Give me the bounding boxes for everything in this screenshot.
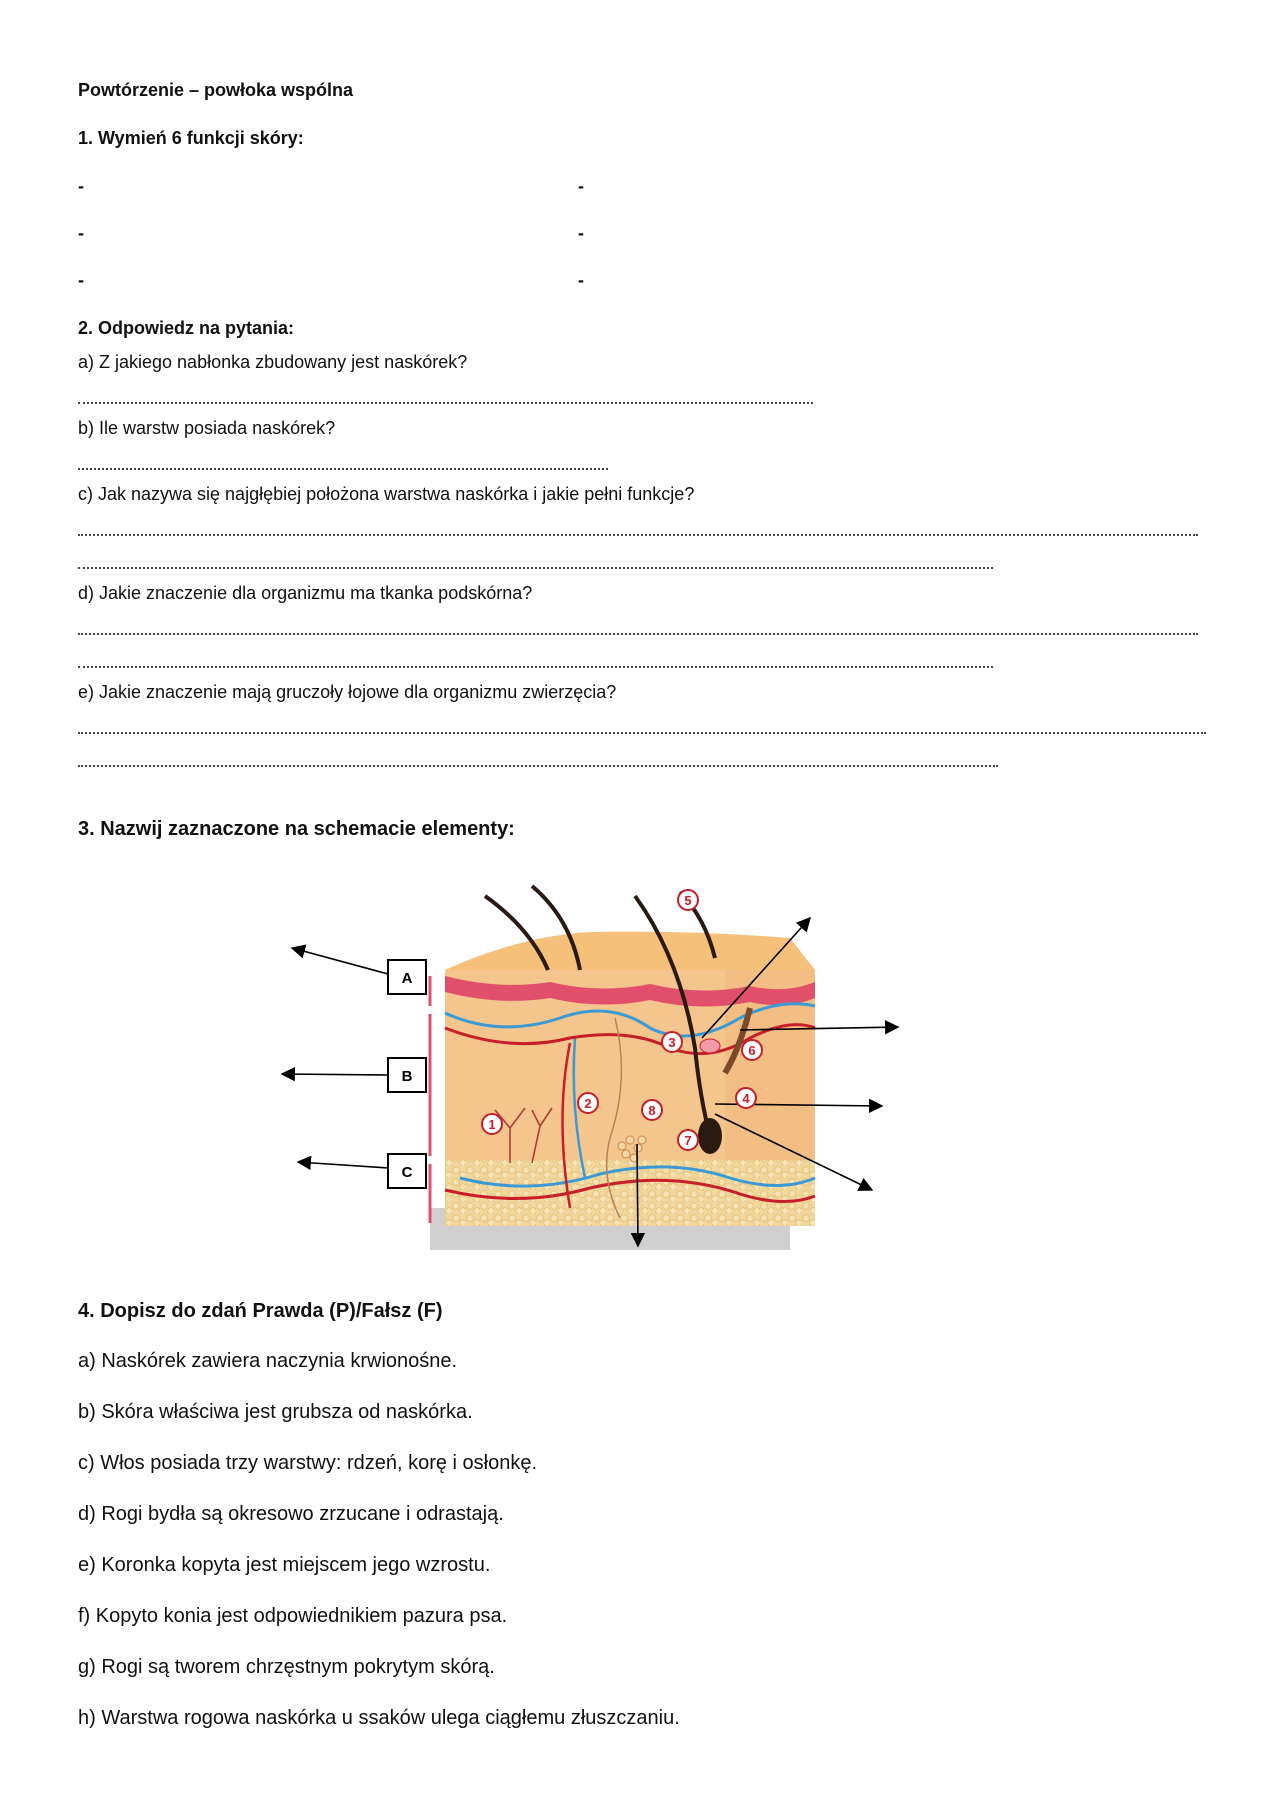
marker-8: 8: [648, 1103, 656, 1118]
statement-c: c) Włos posiada trzy warstwy: rdzeń, korę i osłonkę.: [78, 1452, 538, 1474]
marker-5: 5: [684, 893, 692, 908]
answer-dash: -: [578, 270, 584, 290]
statement-f: f) Kopyto konia jest odpowiednikiem pazura psa.: [78, 1605, 508, 1627]
answer-line[interactable]: [78, 468, 608, 470]
statement-b: b) Skóra właściwa jest grubsza od naskórka.: [78, 1401, 473, 1423]
statement-h: h) Warstwa rogowa naskórka u ssaków ulega ciągłemu złuszczaniu.: [78, 1707, 680, 1729]
layer-label-c: C: [401, 1164, 413, 1181]
question-4-heading: 4. Dopisz do zdań Prawda (P)/Fałsz (F): [78, 1300, 443, 1322]
layer-label-b: B: [401, 1068, 413, 1085]
arrow: [298, 1162, 388, 1168]
answer-dash: -: [578, 223, 584, 243]
question-2e: e) Jakie znaczenie mają gruczoły łojowe dla organizmu zwierzęcia?: [78, 682, 617, 702]
skin-diagram: [270, 878, 910, 1260]
answer-dash: -: [78, 176, 84, 196]
answer-line[interactable]: [78, 666, 993, 668]
marker-7: 7: [684, 1133, 692, 1148]
statement-e: e) Koronka kopyta jest miejscem jego wzrostu.: [78, 1554, 491, 1576]
answer-line[interactable]: [78, 567, 993, 569]
question-3-heading: 3. Nazwij zaznaczone na schemacie elementy:: [78, 818, 515, 840]
arrow: [282, 1074, 388, 1075]
answer-dash: -: [78, 223, 84, 243]
arrow: [292, 948, 388, 974]
page-title: Powtórzenie – powłoka wspólna: [78, 80, 354, 100]
question-2d: d) Jakie znaczenie dla organizmu ma tkanka podskórna?: [78, 583, 533, 603]
marker-1: 1: [488, 1117, 496, 1132]
answer-line[interactable]: [78, 534, 1198, 536]
question-2a: a) Z jakiego nabłonka zbudowany jest naskórek?: [78, 352, 468, 372]
answer-dash: -: [578, 176, 584, 196]
statement-d: d) Rogi bydła są okresowo zrzucane i odrastają.: [78, 1503, 504, 1525]
marker-3: 3: [668, 1035, 676, 1050]
statement-g: g) Rogi są tworem chrzęstnym pokrytym skórą.: [78, 1656, 495, 1678]
question-2b: b) Ile warstw posiada naskórek?: [78, 418, 336, 438]
marker-6: 6: [748, 1043, 756, 1058]
answer-line[interactable]: [78, 402, 813, 404]
question-2-heading: 2. Odpowiedz na pytania:: [78, 318, 295, 338]
layer-label-a: A: [401, 970, 413, 987]
answer-dash: -: [78, 270, 84, 290]
marker-2: 2: [584, 1096, 592, 1111]
marker-4: 4: [742, 1091, 750, 1106]
answer-line[interactable]: [78, 732, 1206, 734]
answer-line[interactable]: [78, 633, 1198, 635]
answer-line[interactable]: [78, 765, 998, 767]
arrow: [637, 1144, 638, 1246]
question-1-heading: 1. Wymień 6 funkcji skóry:: [78, 128, 304, 148]
question-2c: c) Jak nazywa się najgłębiej położona warstwa naskórka i jakie pełni funkcje?: [78, 484, 695, 504]
statement-a: a) Naskórek zawiera naczynia krwionośne.: [78, 1350, 458, 1372]
hair-bulb: [698, 1118, 722, 1154]
sebaceous-gland: [700, 1039, 720, 1053]
